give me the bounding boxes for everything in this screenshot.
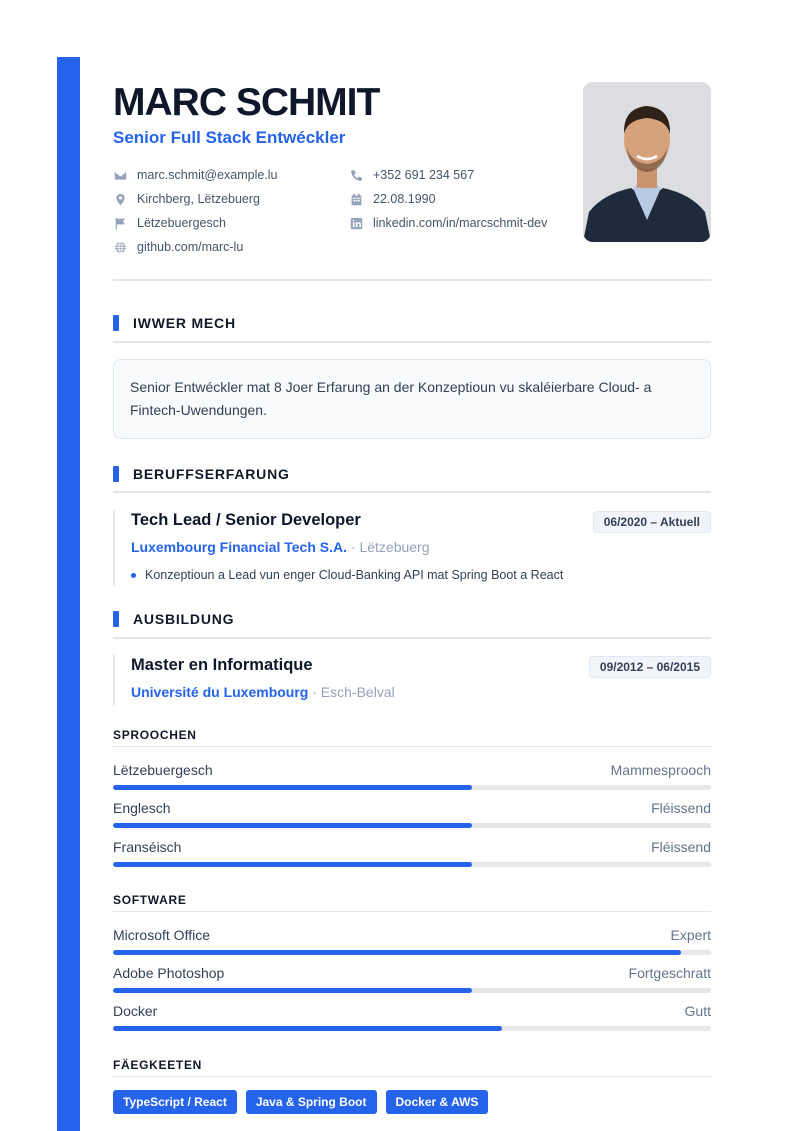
education-degree: Master en Informatique (131, 656, 313, 674)
section-heading-education: AUSBILDUNG (113, 609, 711, 629)
contact-location: Kirchberg, Lëtzebuerg (113, 190, 260, 208)
flag-icon (113, 216, 127, 230)
subsection-divider (113, 911, 711, 912)
job-company: Luxembourg Financial Tech S.A. (131, 539, 347, 555)
subsection-divider (113, 746, 711, 747)
contact-linkedin[interactable]: linkedin.com/in/marcschmit-dev (349, 214, 547, 232)
software-bar (113, 1026, 711, 1031)
calendar-icon (349, 192, 363, 206)
job-bullet: Konzeptioun a Lead vun enger Cloud-Banking API mat Spring Boot a React (131, 568, 563, 582)
section-heading-experience: BERUFFSERFARUNG (113, 464, 711, 484)
language-bar-fill (113, 785, 472, 790)
entry-timeline-line (113, 655, 115, 705)
phone-icon (349, 168, 363, 182)
skill-tag: TypeScript / React (113, 1090, 237, 1114)
language-level: Fléissend (651, 839, 711, 855)
language-name: Lëtzebuergesch (113, 762, 213, 778)
language-name: Englesch (113, 800, 171, 816)
profile-photo (583, 82, 711, 242)
language-bar (113, 862, 711, 867)
language-bar (113, 785, 711, 790)
section-divider (113, 637, 711, 639)
language-bar-fill (113, 823, 472, 828)
job-company-line (131, 539, 430, 555)
contact-birthdate: 22.08.1990 (349, 190, 436, 208)
software-bar-fill (113, 988, 472, 993)
job-role: Tech Lead / Senior Developer (131, 511, 361, 529)
skill-tags (113, 1090, 488, 1114)
education-date-badge: 09/2012 – 06/2015 (589, 656, 711, 678)
subsection-divider (113, 1076, 711, 1077)
language-level: Mammesprooch (610, 762, 711, 778)
language-bar (113, 823, 711, 828)
languages-heading: SPROOCHEN (113, 728, 197, 742)
software-name: Microsoft Office (113, 927, 210, 943)
software-level: Fortgeschratt (628, 965, 711, 981)
section-divider (113, 491, 711, 493)
contact-phone: +352 691 234 567 (349, 166, 474, 184)
language-name: Franséisch (113, 839, 182, 855)
software-bar-fill (113, 1026, 502, 1031)
software-bar (113, 950, 711, 955)
job-date-badge: 06/2020 – Aktuell (593, 511, 711, 533)
skills-heading: FÄEGKEETEN (113, 1058, 203, 1072)
header-divider (113, 279, 711, 281)
skill-tag: Docker & AWS (386, 1090, 489, 1114)
summary-box: Senior Entwéckler mat 8 Joer Erfarung an der Konzeptioun vu skaléierbare Cloud- a Fintech-Uwendungen. (113, 359, 711, 439)
contact-nationality: Lëtzebuergesch (113, 214, 226, 232)
section-heading-about: IWWER MECH (113, 313, 711, 333)
education-school-line (131, 684, 395, 700)
accent-sidebar-bar (57, 57, 80, 1131)
skill-tag: Java & Spring Boot (246, 1090, 377, 1114)
job-location: · Lëtzebuerg (350, 539, 430, 555)
job-title: Senior Full Stack Entwéckler (113, 128, 346, 147)
linkedin-icon (349, 216, 363, 230)
bullet-dot-icon (131, 573, 136, 578)
software-heading: SOFTWARE (113, 893, 187, 907)
software-level: Gutt (684, 1003, 711, 1019)
language-level: Fléissend (651, 800, 711, 816)
map-pin-icon (113, 192, 127, 206)
software-name: Docker (113, 1003, 158, 1019)
software-bar (113, 988, 711, 993)
globe-icon (113, 240, 127, 254)
education-location: · Esch-Belval (312, 684, 395, 700)
education-school: Université du Luxembourg (131, 684, 309, 700)
contact-email: marc.schmit@example.lu (113, 166, 278, 184)
software-bar-fill (113, 950, 681, 955)
entry-timeline-line (113, 510, 115, 586)
contact-github[interactable]: github.com/marc-lu (113, 238, 243, 256)
language-bar-fill (113, 862, 472, 867)
section-divider (113, 341, 711, 343)
software-level: Expert (670, 927, 711, 943)
envelope-icon (113, 168, 127, 182)
software-name: Adobe Photoshop (113, 965, 225, 981)
candidate-name: MARC SCHMIT (113, 81, 380, 124)
